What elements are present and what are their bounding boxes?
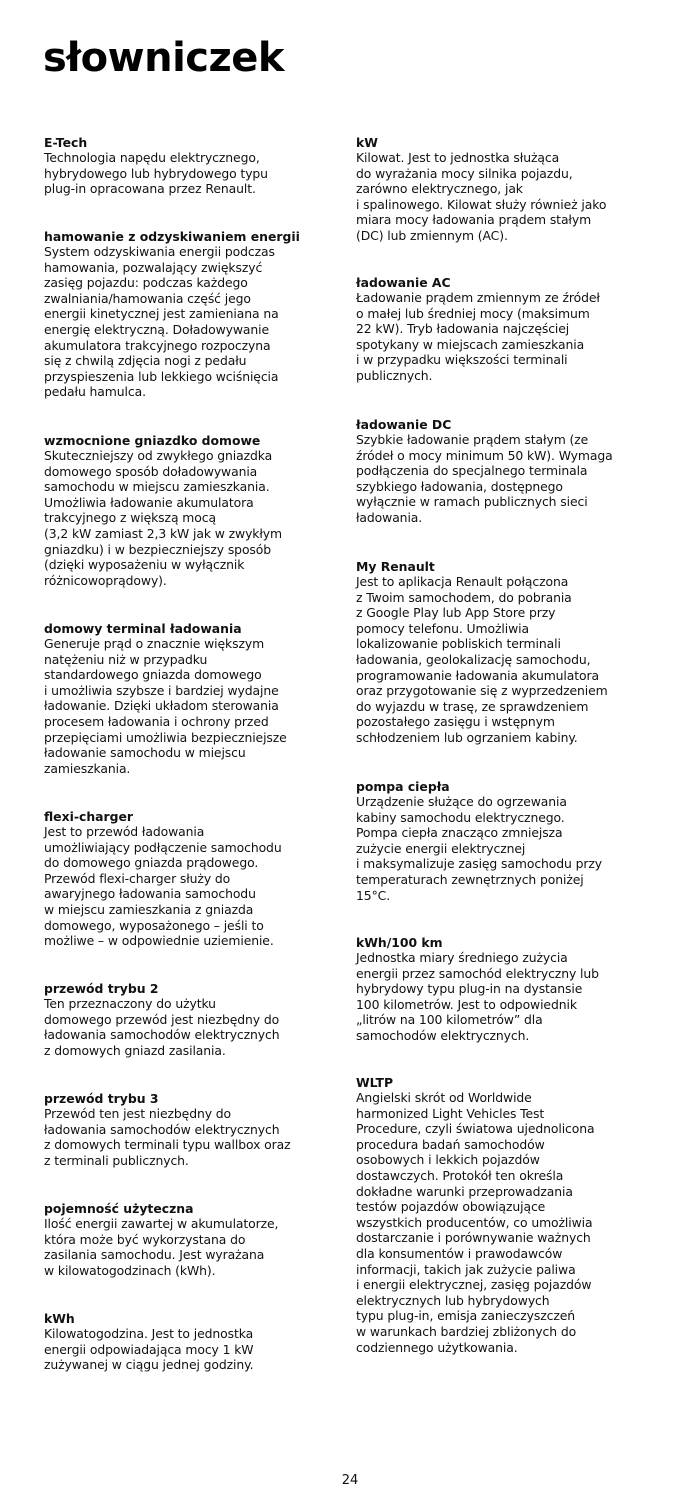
- glossary-term: przewód trybu 2: [44, 981, 159, 996]
- glossary-entry-usable-capacity: [44, 1201, 344, 1278]
- glossary-definition: Przewód ten jest niezbędny do ładowania samochodów elektrycznych z domowych terminali typu wallbox oraz z terminali publicznych.: [44, 1106, 291, 1168]
- glossary-definition: Angielski skrót od Worldwide harmonized Light Vehicles Test Procedure, czyli światowa ujednolicona procedura badań samochodów osobowych i lekkich pojazdów dostawczych. Protokół ten określa dokładne warunki przeprowadzania testów pojazdów obowiązujące wszystkich producentów, co umożliwia dostarczanie i porównywanie ważnych dla konsumentów i prawodawców informacji, takich jak zużycie paliwa i energii elektrycznej, zasięg pojazdów elektrycznych lub hybrydowych typu plug-in, emisja zanieczyszczeń w warunkach bardziej zbliżonych do codziennego użytkowania.: [356, 1090, 595, 1355]
- page-number: 24: [341, 1473, 359, 1488]
- glossary-definition: Kilowat. Jest to jednostka służąca do wyrażania mocy silnika pojazdu, zarówno elektrycznego, jak i spalinowego. Kilowat służy również jako miara mocy ładowania prądem stałym (DC) lub zmiennym (AC).: [356, 150, 607, 243]
- glossary-term: pojemność użyteczna: [44, 1201, 194, 1216]
- glossary-definition: Urządzenie służące do ogrzewania kabiny samochodu elektrycznego. Pompa ciepła znacząco zmniejsza zużycie energii elektrycznej i maksymalizuje zasięg samochodu przy temperaturach zewnętrznych poniżej 15°C.: [356, 794, 603, 903]
- glossary-entry-mode-2-cable: [44, 981, 344, 1058]
- glossary-definition: System odzyskiwania energii podczas hamowania, pozwalający zwiększyć zasięg pojazdu: podczas każdego zwalniania/hamowania część jego energii kinetycznej jest zamieniana na energię elektryczną. Doładowywanie akumulatora trakcyjnego rozpoczyna się z chwilą zdjęcia nogi z pedału przyspieszenia lub lekkiego wciśnięcia pedału hamulca.: [44, 244, 279, 400]
- glossary-term: kW: [356, 135, 378, 150]
- glossary-term: przewód trybu 3: [44, 1091, 159, 1106]
- glossary-definition: Skuteczniejszy od zwykłego gniazdka domowego sposób doładowywania samochodu w miejscu zamieszkania. Umożliwia ładowanie akumulatora trakcyjnego z większą mocą (3,2 kW zamiast 2,3 kW jak w zwykłym gniazdku) i w bezpieczniejszy sposób (dzięki wyposażeniu w wyłącznik różnicowoprądowy).: [44, 448, 282, 588]
- glossary-entry-etech: [44, 135, 344, 197]
- glossary-term: kWh/100 km: [356, 935, 443, 950]
- glossary-term: E-Tech: [44, 135, 88, 150]
- glossary-term: ładowanie AC: [356, 275, 451, 290]
- glossary-entry-reinforced-socket: [44, 433, 344, 588]
- glossary-definition: Generuje prąd o znacznie większym natężeniu niż w przypadku standardowego gniazda domowego i umożliwia szybsze i bardziej wydajne ładowanie. Dzięki układom sterowania procesem ładowania i ochrony przed przepięciami umożliwia bezpieczniejsze ładowanie samochodu w miejscu zamieszkania.: [44, 636, 287, 776]
- glossary-definition: Technologia napędu elektrycznego, hybrydowego lub hybrydowego typu plug-in opracowana przez Renault.: [44, 150, 268, 197]
- glossary-definition: Jednostka miary średniego zużycia energii przez samochód elektryczny lub hybrydowy typu plug-in na dystansie 100 kilometrów. Jest to odpowiednik „litrów na 100 kilometrów” dla samochodów elektrycznych.: [356, 950, 599, 1043]
- glossary-definition: Ten przeznaczony do użytku domowego przewód jest niezbędny do ładowania samochodów elektrycznych z domowych gniazd zasilania.: [44, 996, 280, 1058]
- glossary-definition: Jest to przewód ładowania umożliwiający podłączenie samochodu do domowego gniazda prądowego. Przewód flexi-charger służy do awaryjnego ładowania samochodu w miejscu zamieszkania z gniazda domowego, wyposażonego – jeśli to możliwe – w odpowiednie uziemienie.: [44, 824, 282, 949]
- glossary-entry-mode-3-cable: [44, 1091, 344, 1168]
- glossary-entry-ac-charging: [356, 275, 662, 384]
- glossary-term: flexi-charger: [44, 809, 133, 824]
- glossary-definition: Kilowatogodzina. Jest to jednostka energii odpowiadająca mocy 1 kW zużywanej w ciągu jednej godziny.: [44, 1326, 254, 1373]
- glossary-definition: Ładowanie prądem zmiennym ze źródeł o małej lub średniej mocy (maksimum 22 kW). Tryb ładowania najczęściej spotykany w miejscach zamieszkania i w przypadku większości terminali publicznych.: [356, 290, 600, 383]
- glossary-entry-kwh: [44, 1311, 344, 1373]
- glossary-entry-home-charging-terminal: [44, 621, 344, 776]
- glossary-entry-my-renault: [356, 559, 662, 746]
- glossary-entry-flexi-charger: [44, 809, 344, 949]
- glossary-term: pompa ciepła: [356, 779, 450, 794]
- glossary-term: WLTP: [356, 1075, 394, 1090]
- glossary-entry-wltp: [356, 1075, 662, 1355]
- glossary-entry-dc-charging: [356, 417, 662, 526]
- glossary-entry-kwh-100km: [356, 935, 662, 1044]
- glossary-term: hamowanie z odzyskiwaniem energii: [44, 229, 300, 244]
- glossary-entry-kw: [356, 135, 662, 244]
- glossary-definition: Ilość energii zawartej w akumulatorze, która może być wykorzystana do zasilania samochodu. Jest wyrażana w kilowatogodzinach (kWh).: [44, 1216, 279, 1278]
- glossary-term: domowy terminal ładowania: [44, 621, 242, 636]
- glossary-entry-regenerative-braking: [44, 229, 344, 400]
- glossary-term: wzmocnione gniazdko domowe: [44, 433, 261, 448]
- glossary-term: ładowanie DC: [356, 417, 452, 432]
- glossary-entry-heat-pump: [356, 779, 662, 903]
- glossary-definition: Szybkie ładowanie prądem stałym (ze źródeł o mocy minimum 50 kW). Wymaga podłączenia do specjalnego terminala szybkiego ładowania, dostępnego wyłącznie w ramach publicznych sieci ładowania.: [356, 432, 613, 525]
- glossary-definition: Jest to aplikacja Renault połączona z Twoim samochodem, do pobrania z Google Play lub App Store przy pomocy telefonu. Umożliwia lokalizowanie pobliskich terminali ładowania, geolokalizację samochodu, programowanie ładowania akumulatora oraz przygotowanie się z wyprzedzeniem do wyjazdu w trasę, ze sprawdzeniem pozostałego zasięgu i wstępnym schłodzeniem lub ogrzaniem kabiny.: [356, 574, 608, 745]
- glossary-term: kWh: [44, 1311, 75, 1326]
- glossary-term: My Renault: [356, 559, 435, 574]
- page-title: słowniczek: [43, 35, 284, 81]
